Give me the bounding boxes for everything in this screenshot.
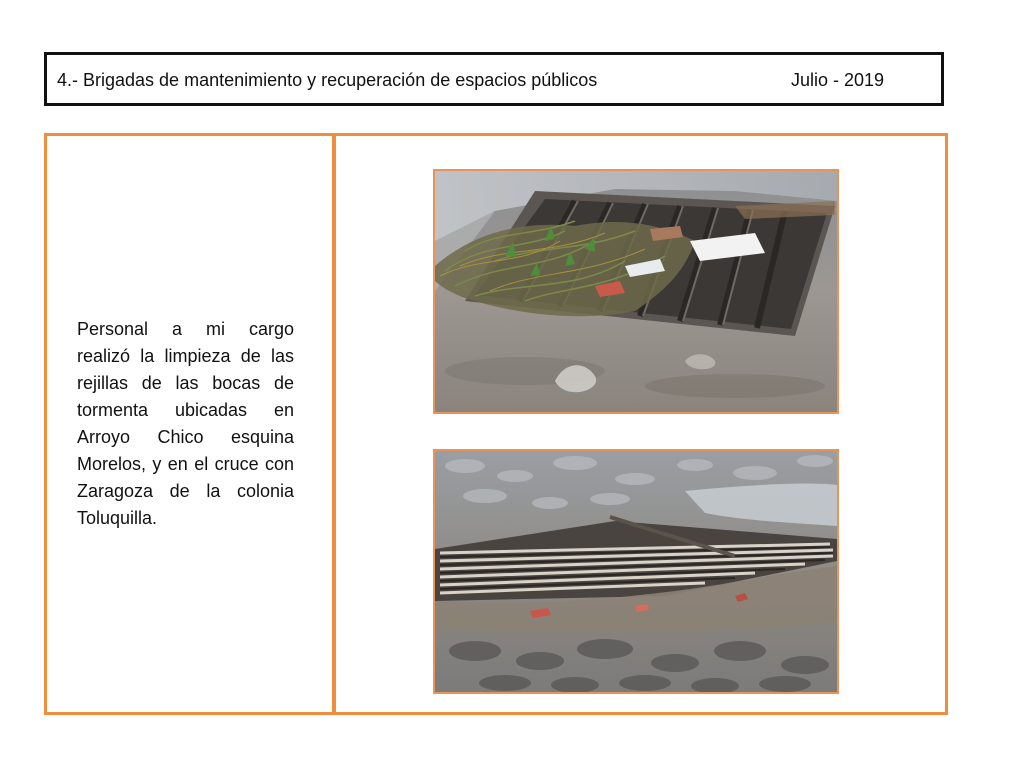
header-box (44, 52, 944, 106)
page-date: Julio - 2019 (791, 70, 885, 90)
storm-drain-clean-image (435, 451, 837, 692)
storm-drain-clean-photo (433, 449, 839, 694)
description-text: Personal a mi cargo realizó la limpieza de las rejillas de las bocas de tormenta ubicadas en Arroyo Chico esquina Morelos, y en el cruce con Zaragoza de la colonia Toluquilla. (77, 319, 294, 528)
storm-drain-debris-image (435, 171, 837, 412)
page-title: 4.- Brigadas de mantenimiento y recuperación de espacios públicos (57, 70, 598, 90)
description-panel (44, 133, 335, 715)
photo-panel (333, 133, 948, 715)
storm-drain-debris-photo (433, 169, 839, 414)
